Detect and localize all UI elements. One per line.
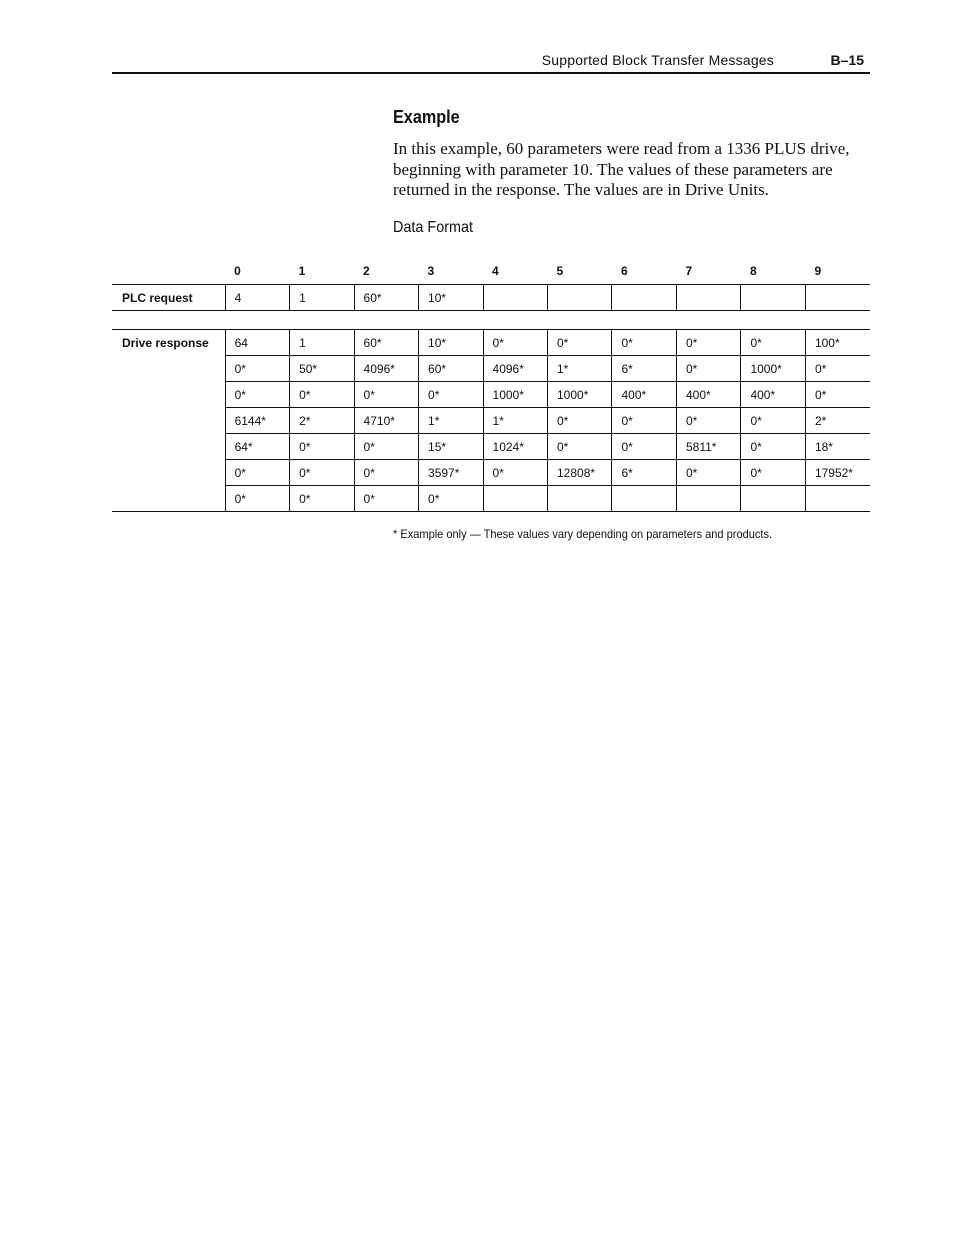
row-label-blank <box>112 408 225 434</box>
table-cell: 0* <box>290 434 354 460</box>
column-header: 0 <box>234 264 241 278</box>
table-cell: 4710* <box>354 408 418 434</box>
table-cell: 3597* <box>419 460 483 486</box>
column-header: 8 <box>749 264 757 278</box>
table-cell <box>483 285 547 311</box>
table-cell <box>612 486 676 512</box>
table-cell: 0* <box>805 356 870 382</box>
table-cell: 1* <box>419 408 483 434</box>
table-cell: 1000* <box>741 356 805 382</box>
table-cell: 0* <box>612 434 676 460</box>
table-cell: 0* <box>612 330 676 356</box>
table-cell: 0* <box>676 408 740 434</box>
table-cell: 0* <box>354 460 418 486</box>
table-cell: 0* <box>354 382 418 408</box>
table-cell <box>741 285 805 311</box>
table-cell: 0* <box>419 486 483 512</box>
table-cell: 10* <box>419 285 483 311</box>
drive-response-row <box>112 486 870 512</box>
table-cell: 0* <box>741 330 805 356</box>
table-cell: 6* <box>612 460 676 486</box>
table-cell <box>676 486 740 512</box>
table-cell: 0* <box>548 330 612 356</box>
table-cell: 0* <box>676 460 740 486</box>
column-header: 7 <box>685 264 693 278</box>
table-cell: 64* <box>225 434 289 460</box>
table-cell: 5811* <box>676 434 740 460</box>
table-cell <box>676 285 740 311</box>
table-cell: 0* <box>354 434 418 460</box>
drive-response-label: Drive response <box>112 330 225 356</box>
table-cell: 10* <box>419 330 483 356</box>
table-cell: 0* <box>483 330 547 356</box>
table-cell <box>548 486 612 512</box>
table-cell: 18* <box>805 434 870 460</box>
row-label-blank <box>112 356 225 382</box>
table-cell: 2* <box>290 408 354 434</box>
table-cell <box>805 285 870 311</box>
table-cell: 0* <box>225 356 289 382</box>
table-cell: 6* <box>612 356 676 382</box>
table-cell: 1000* <box>483 382 547 408</box>
table-cell: 0* <box>805 382 870 408</box>
column-header-row <box>112 258 870 285</box>
table-cell: 0* <box>290 486 354 512</box>
table-cell: 0* <box>676 330 740 356</box>
table-cell: 0* <box>225 382 289 408</box>
table-cell: 0* <box>676 356 740 382</box>
data-format-table <box>112 258 870 512</box>
table-cell: 0* <box>225 460 289 486</box>
table-cell: 1* <box>483 408 547 434</box>
table-cell: 12808* <box>548 460 612 486</box>
table-cell: 1000* <box>548 382 612 408</box>
table-cell: 0* <box>354 486 418 512</box>
table-cell: 17952* <box>805 460 870 486</box>
table-gap <box>112 311 870 330</box>
table-cell: 2* <box>805 408 870 434</box>
column-header: 9 <box>814 264 822 278</box>
column-header: 5 <box>556 264 564 278</box>
table-cell: 1024* <box>483 434 547 460</box>
table-cell: 1* <box>548 356 612 382</box>
table-cell: 100* <box>805 330 870 356</box>
table-cell: 0* <box>483 460 547 486</box>
table-cell: 400* <box>741 382 805 408</box>
table-cell <box>805 486 870 512</box>
header-title: Supported Block Transfer Messages <box>541 52 774 68</box>
table-cell <box>741 486 805 512</box>
row-label-blank <box>112 460 225 486</box>
row-label-blank <box>112 382 225 408</box>
table-cell: 4096* <box>483 356 547 382</box>
drive-response-row <box>112 408 870 434</box>
table-cell: 0* <box>741 460 805 486</box>
column-header: 1 <box>298 264 306 278</box>
table-cell <box>483 486 547 512</box>
table-cell: 64 <box>225 330 289 356</box>
table-cell: 0* <box>741 434 805 460</box>
table-cell: 0* <box>612 408 676 434</box>
table-cell: 0* <box>225 486 289 512</box>
table-cell: 0* <box>548 408 612 434</box>
page-number: B–15 <box>830 52 864 68</box>
table-cell <box>612 285 676 311</box>
drive-response-row <box>112 330 870 356</box>
data-format-label: Data Format <box>393 219 474 236</box>
drive-response-row <box>112 356 870 382</box>
column-header: 4 <box>492 264 499 278</box>
table-cell: 0* <box>290 460 354 486</box>
table-cell: 0* <box>419 382 483 408</box>
table-cell: 60* <box>354 285 418 311</box>
table-cell: 400* <box>612 382 676 408</box>
column-header: 3 <box>427 264 435 278</box>
table-cell: 0* <box>548 434 612 460</box>
drive-response-row <box>112 460 870 486</box>
table-cell: 60* <box>419 356 483 382</box>
column-header: 2 <box>363 264 370 278</box>
plc-request-label: PLC request <box>112 285 225 311</box>
footnote: * Example only — These values vary depending on parameters and products. <box>393 527 773 541</box>
column-header: 6 <box>620 264 628 278</box>
intro-paragraph: In this example, 60 parameters were read from a 1336 PLUS drive, beginning with parameter 10. The values of these parameters are returned in the response. The values are in Drive Units. <box>393 139 850 199</box>
drive-response-row <box>112 382 870 408</box>
drive-response-row <box>112 434 870 460</box>
table-cell: 400* <box>676 382 740 408</box>
plc-request-row <box>112 285 870 311</box>
running-header <box>112 52 870 74</box>
section-heading: Example <box>393 107 460 127</box>
table-cell: 1 <box>290 285 354 311</box>
table-cell: 4 <box>225 285 289 311</box>
row-label-blank <box>112 434 225 460</box>
table-cell: 4096* <box>354 356 418 382</box>
table-cell: 0* <box>290 382 354 408</box>
table-cell: 60* <box>354 330 418 356</box>
table-cell: 50* <box>290 356 354 382</box>
table-cell <box>548 285 612 311</box>
table-cell: 6144* <box>225 408 289 434</box>
table-cell: 15* <box>419 434 483 460</box>
table-cell: 0* <box>741 408 805 434</box>
table-cell: 1 <box>290 330 354 356</box>
column-header-blank <box>112 258 225 285</box>
row-label-blank <box>112 486 225 512</box>
